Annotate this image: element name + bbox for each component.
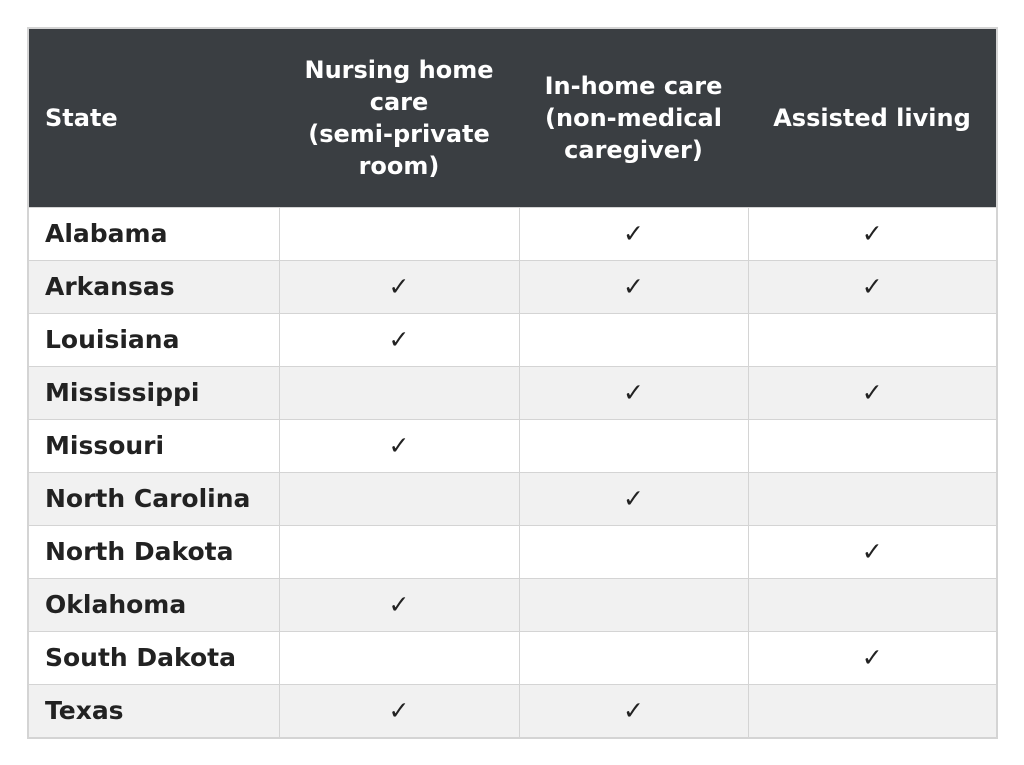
header-nursing-home [279,29,519,207]
checkmark-icon: ✓ [623,272,644,301]
nursing-home-cell [279,578,519,631]
checkmark-icon: ✓ [388,325,410,354]
state-name-cell: North Dakota [29,525,279,578]
state-name-cell: South Dakota [29,631,279,684]
assisted-living-cell [748,684,996,737]
table-row [29,366,996,419]
assisted-living-cell [748,260,996,313]
in-home-cell [519,525,748,578]
assisted-living-cell [748,313,996,366]
state-name-cell: Louisiana [29,313,279,366]
nursing-home-cell [279,313,519,366]
table-row [29,684,996,737]
checkmark-icon: ✓ [623,696,644,726]
checkmark-icon: ✓ [861,219,883,248]
table-row [29,631,996,684]
care-coverage-table [29,29,996,737]
checkmark-icon: ✓ [623,219,644,248]
nursing-home-cell [279,684,519,737]
assisted-living-cell [748,578,996,631]
header-line: In-home care [544,71,723,100]
nursing-home-cell [279,631,519,684]
state-name-cell: Arkansas [29,260,279,313]
state-name-cell: Texas [29,684,279,737]
checkmark-icon: ✓ [388,696,410,726]
checkmark-icon: ✓ [623,484,644,513]
checkmark-icon: ✓ [861,643,883,672]
table-row [29,472,996,525]
checkmark-icon: ✓ [388,431,410,460]
assisted-living-cell [748,366,996,419]
header-state: State [29,29,279,207]
state-name-cell: Alabama [29,207,279,260]
header-line: (non-medical [545,103,722,132]
state-name-cell: Oklahoma [29,578,279,631]
in-home-cell [519,419,748,472]
assisted-living-cell [748,207,996,260]
table-header [29,29,996,207]
nursing-home-cell [279,525,519,578]
table-row [29,419,996,472]
nursing-home-cell [279,366,519,419]
header-line: Nursing home [304,55,494,84]
in-home-cell [519,578,748,631]
in-home-cell [519,472,748,525]
header-line: care [369,87,429,116]
assisted-living-cell [748,631,996,684]
header-line: (semi-private [308,119,490,148]
in-home-cell [519,313,748,366]
in-home-cell [519,631,748,684]
header-row [29,29,996,207]
in-home-cell [519,207,748,260]
checkmark-icon: ✓ [388,272,410,301]
nursing-home-cell [279,472,519,525]
checkmark-icon: ✓ [861,537,883,566]
checkmark-icon: ✓ [861,272,883,301]
table-row [29,578,996,631]
state-name-cell: Missouri [29,419,279,472]
checkmark-icon: ✓ [861,378,883,407]
table-row [29,313,996,366]
state-name-cell: North Carolina [29,472,279,525]
table-row [29,525,996,578]
in-home-cell [519,260,748,313]
in-home-cell [519,684,748,737]
checkmark-icon: ✓ [388,590,410,619]
in-home-cell [519,366,748,419]
table-body [29,207,996,737]
header-in-home [519,29,748,207]
nursing-home-cell [279,260,519,313]
header-assisted-living: Assisted living [748,29,996,207]
assisted-living-cell [748,419,996,472]
header-line: room) [358,151,440,180]
state-name-cell: Mississippi [29,366,279,419]
assisted-living-cell [748,525,996,578]
checkmark-icon: ✓ [623,378,644,407]
table-row [29,260,996,313]
assisted-living-cell [748,472,996,525]
table-row [29,207,996,260]
nursing-home-cell [279,419,519,472]
nursing-home-cell [279,207,519,260]
header-line: caregiver) [564,135,703,164]
state-care-table [27,27,998,739]
